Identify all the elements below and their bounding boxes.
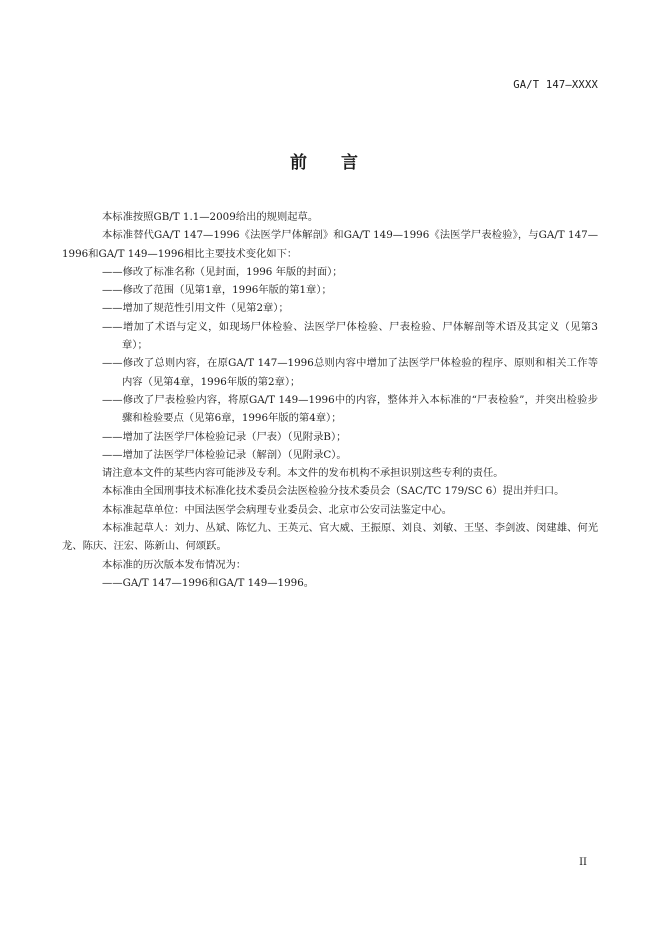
change-item: ——增加了法医学尸体检验记录（尸表）（见附录B）； <box>102 430 347 443</box>
change-item: ——修改了尸表检验内容，将原GA/T 149—1996中的内容，整体并入本标准的“尸表检验”，并突出检验步骤和检验要点（见第6章，1996年版的第4章）； <box>102 393 598 425</box>
change-item: ——增加了法医学尸体检验记录（解剖）（见附录C）。 <box>102 448 347 461</box>
paragraph-patent-notice: 请注意本文件的某些内容可能涉及专利。本文件的发布机构不承担识别这些专利的责任。 <box>102 467 504 480</box>
paragraph-drafting-units: 本标准起草单位：中国法医学会病理专业委员会、北京市公安司法鉴定中心。 <box>102 503 453 516</box>
change-item: ——修改了范围（见第1章，1996年版的第1章）； <box>102 284 332 297</box>
document-code-header: GA/T 147—XXXX <box>513 79 598 91</box>
paragraph-replacement: 本标准替代GA/T 147—1996《法医学尸体解剖》和GA/T 149—1996《法医学尸表检验》，与GA/T 147—1996和GA/T 149—1996相比主要技术变化如下： <box>62 229 598 260</box>
foreword-body <box>62 208 598 592</box>
page-number: II <box>579 857 587 868</box>
change-item: ——增加了规范性引用文件（见第2章）； <box>102 302 289 315</box>
change-item: ——修改了标准名称（见封面，1996 年版的封面）； <box>102 265 343 278</box>
change-item: ——增加了术语与定义，如现场尸体检验、法医学尸体检验、尸表检验、尸体解剖等术语及其定义（见第3章）； <box>102 320 598 352</box>
paragraph-drafting-rules: 本标准按照GB/T 1.1—2009给出的规则起草。 <box>102 211 319 223</box>
history-item: ——GA/T 147—1996和GA/T 149—1996。 <box>102 576 315 589</box>
paragraph-proposer: 本标准由全国刑事技术标准化技术委员会法医检验分技术委员会（SAC/TC 179/SC 6）提出并归口。 <box>102 485 565 498</box>
paragraph-version-history: 本标准的历次版本发布情况为： <box>102 558 247 571</box>
section-title-foreword: 前 言 <box>290 153 372 173</box>
change-item: ——修改了总则内容，在原GA/T 147—1996总则内容中增加了法医学尸体检验的程序、原则和相关工作等内容（见第4章，1996年版的第2章）； <box>102 357 598 388</box>
paragraph-drafters: 本标准起草人：刘力、丛斌、陈忆九、王英元、官大威、王振原、刘良、刘敏、王坚、李剑波、闵建雄、何光龙、陈庆、汪宏、陈新山、何颂跃。 <box>62 522 598 553</box>
